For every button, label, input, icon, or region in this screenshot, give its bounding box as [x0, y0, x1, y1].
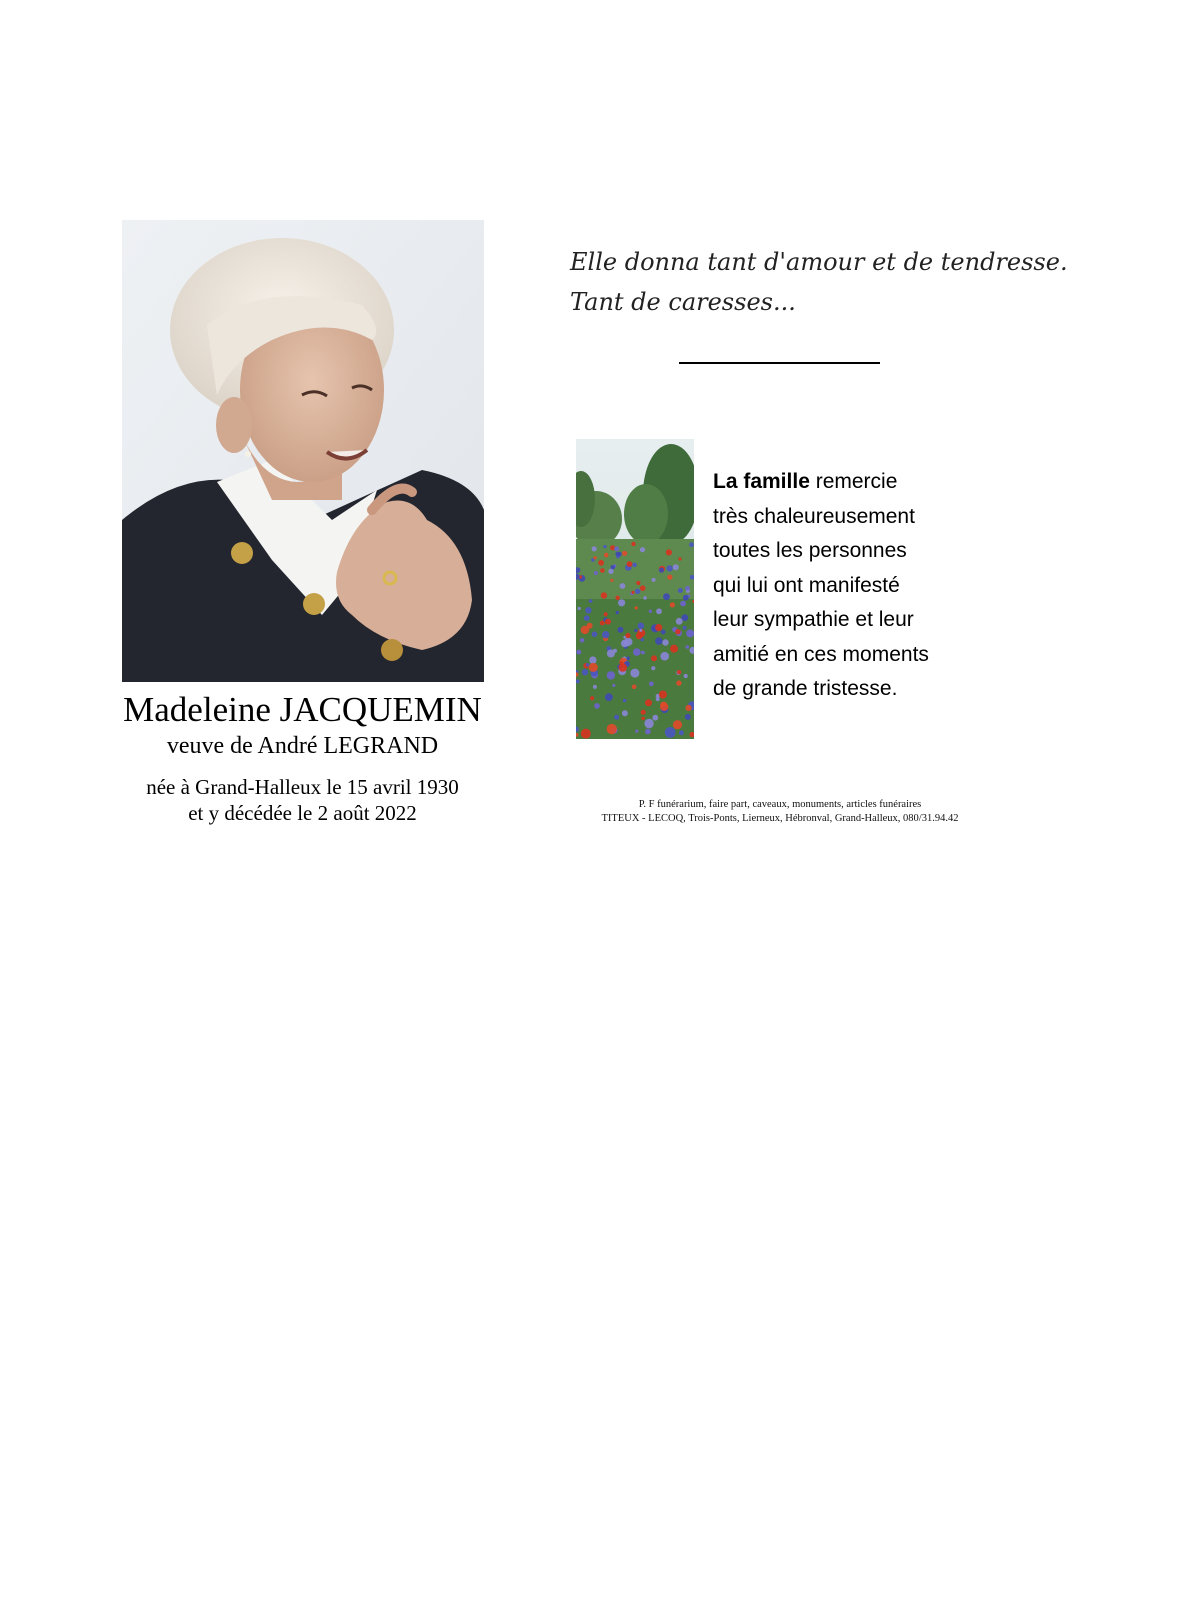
funeral-home-footer [570, 798, 990, 826]
flower-field-photo [576, 439, 694, 739]
thanks-line-6: amitié en ces moments [713, 642, 929, 666]
thanks-line-2: très chaleureusement [713, 504, 915, 528]
widow-of-line: veuve de André LEGRAND [166, 733, 439, 759]
thanks-line-4: qui lui ont manifesté [713, 573, 900, 597]
deceased-name: Madeleine JACQUEMIN [123, 690, 482, 729]
birth-line: née à Grand-Halleux le 15 avril 1930 [146, 775, 459, 799]
footer-line-1: P. F funérarium, faire part, caveaux, monuments, articles funéraires [638, 799, 922, 810]
thanks-line-3: toutes les personnes [713, 539, 907, 562]
quote-line-1: Elle donna tant d'amour et de tendresse. [570, 248, 1068, 276]
memorial-quote [570, 242, 1068, 322]
portrait-photo [122, 220, 484, 682]
thanks-line-5: leur sympathie et leur [713, 608, 914, 631]
thanks-line-1 [713, 465, 973, 500]
divider-line [679, 362, 880, 364]
life-dates [100, 774, 505, 826]
thanks-line-7: de grande tristesse. [713, 677, 898, 700]
death-line: et y décédée le 2 août 2022 [188, 801, 417, 825]
thanks-line-1-rest: remercie [809, 470, 898, 493]
deceased-info [100, 688, 505, 826]
footer-line-2: TITEUX - LECOQ, Trois-Ponts, Lierneux, Hébronval, Grand-Halleux, 080/31.94.42 [601, 813, 959, 824]
quote-line-2: Tant de caresses... [570, 288, 796, 316]
thanks-message [713, 465, 973, 707]
thanks-lead: La famille [713, 470, 810, 493]
